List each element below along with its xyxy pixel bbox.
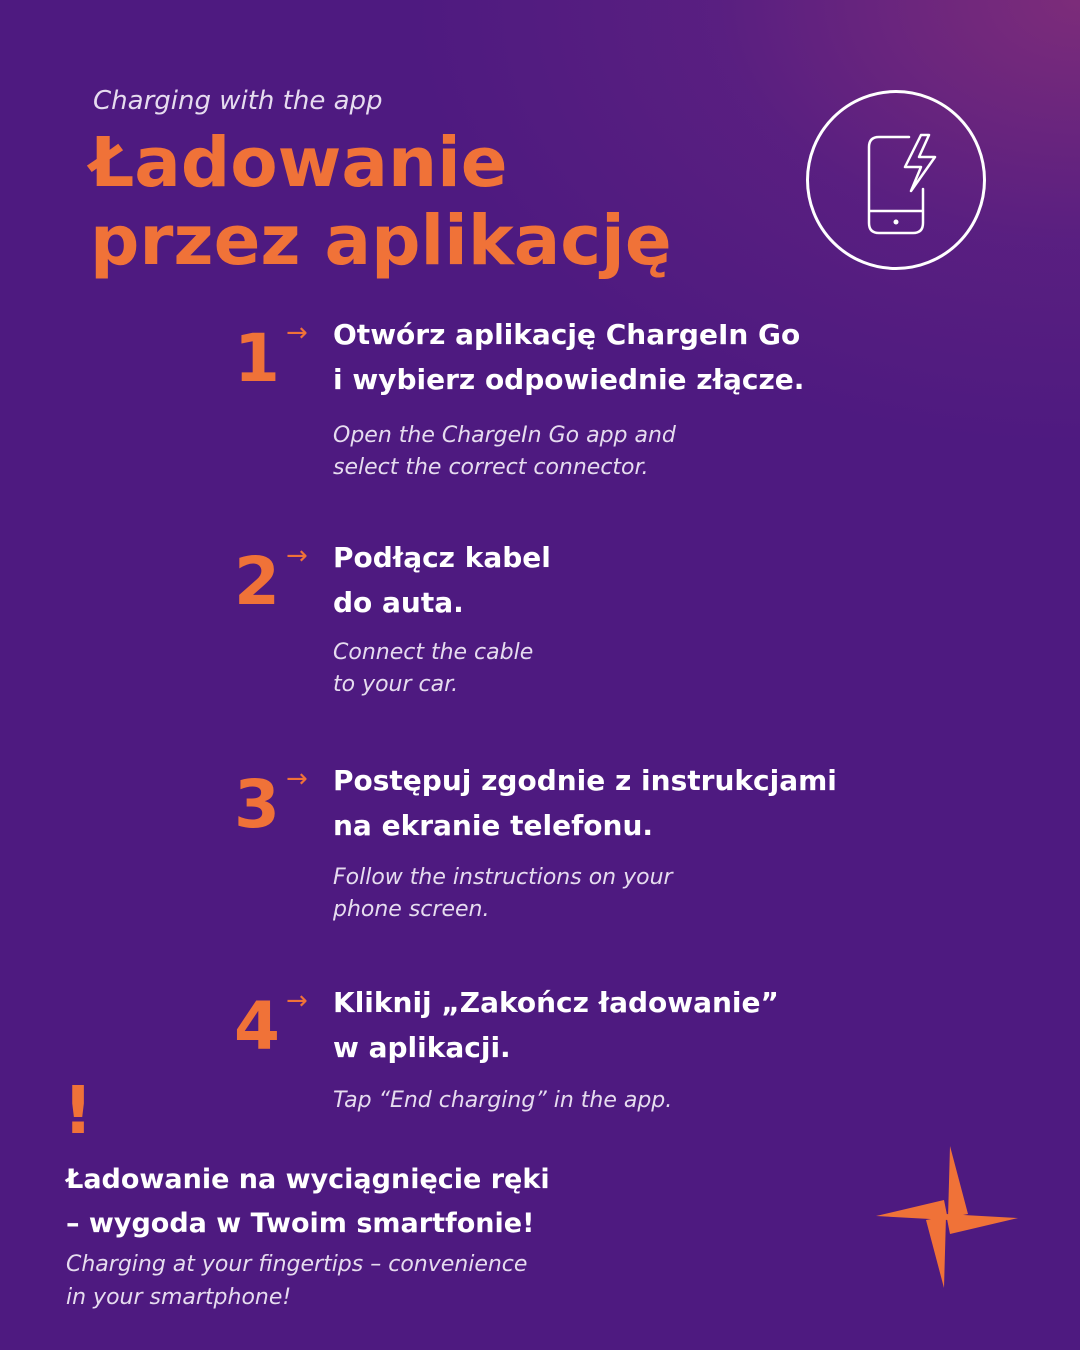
step-title [333, 535, 551, 625]
footer-subtext [66, 1248, 527, 1314]
step-desc-line2: select the correct connector. [333, 455, 649, 480]
step-desc-line1: Follow the instructions on your [333, 865, 673, 890]
step-desc-line2: to your car. [333, 672, 459, 697]
footer-subtext-line2: in your smartphone! [66, 1285, 292, 1310]
step-number: 4 [234, 988, 280, 1065]
footer-subtext-line1: Charging at your fingertips – convenience [66, 1252, 528, 1277]
phone-charging-badge [806, 90, 986, 270]
exclamation-icon: ! [63, 1072, 94, 1149]
footer-headline [66, 1158, 550, 1246]
phone-charging-icon [809, 93, 989, 273]
arrow-right-icon: → [286, 986, 308, 1016]
step-desc-line1: Tap “End charging” in the app. [333, 1088, 673, 1113]
step-title-line2: w aplikacji. [333, 1031, 511, 1064]
step-desc-line1: Connect the cable [333, 640, 534, 665]
step-title-line2: na ekranie telefonu. [333, 809, 654, 842]
step-description [333, 1085, 672, 1117]
arrow-right-icon: → [286, 318, 308, 348]
step-title-line1: Kliknij „Zakończ ładowanie” [333, 986, 779, 1019]
step-description [333, 862, 673, 926]
step-title-line1: Podłącz kabel [333, 541, 551, 574]
step-title-line2: do auta. [333, 586, 464, 619]
step-title [333, 758, 837, 848]
step-number: 1 [234, 320, 280, 397]
step-title-line1: Otwórz aplikację ChargeIn Go [333, 318, 801, 351]
page-title-line1: Ładowanie [90, 123, 508, 203]
step-title-line2: i wybierz odpowiednie złącze. [333, 363, 805, 396]
step-desc-line2: phone screen. [333, 897, 490, 922]
footer-headline-line1: Ładowanie na wyciągnięcie ręki [66, 1164, 550, 1195]
arrow-right-icon: → [286, 764, 308, 794]
step-number: 2 [234, 543, 280, 620]
step-description [333, 637, 533, 701]
step-title [333, 312, 804, 402]
step-desc-line1: Open the ChargeIn Go app and [333, 423, 676, 448]
step-description [333, 420, 676, 484]
step-title [333, 980, 779, 1070]
page-title [90, 124, 672, 280]
arrow-right-icon: → [286, 541, 308, 571]
step-title-line1: Postępuj zgodnie z instrukcjami [333, 764, 837, 797]
footer-headline-line2: – wygoda w Twoim smartfonie! [66, 1208, 535, 1239]
subtitle-en: Charging with the app [93, 86, 383, 116]
step-number: 3 [234, 766, 280, 843]
brand-star-logo [872, 1142, 1022, 1292]
page-title-line2: przez aplikację [90, 201, 672, 281]
